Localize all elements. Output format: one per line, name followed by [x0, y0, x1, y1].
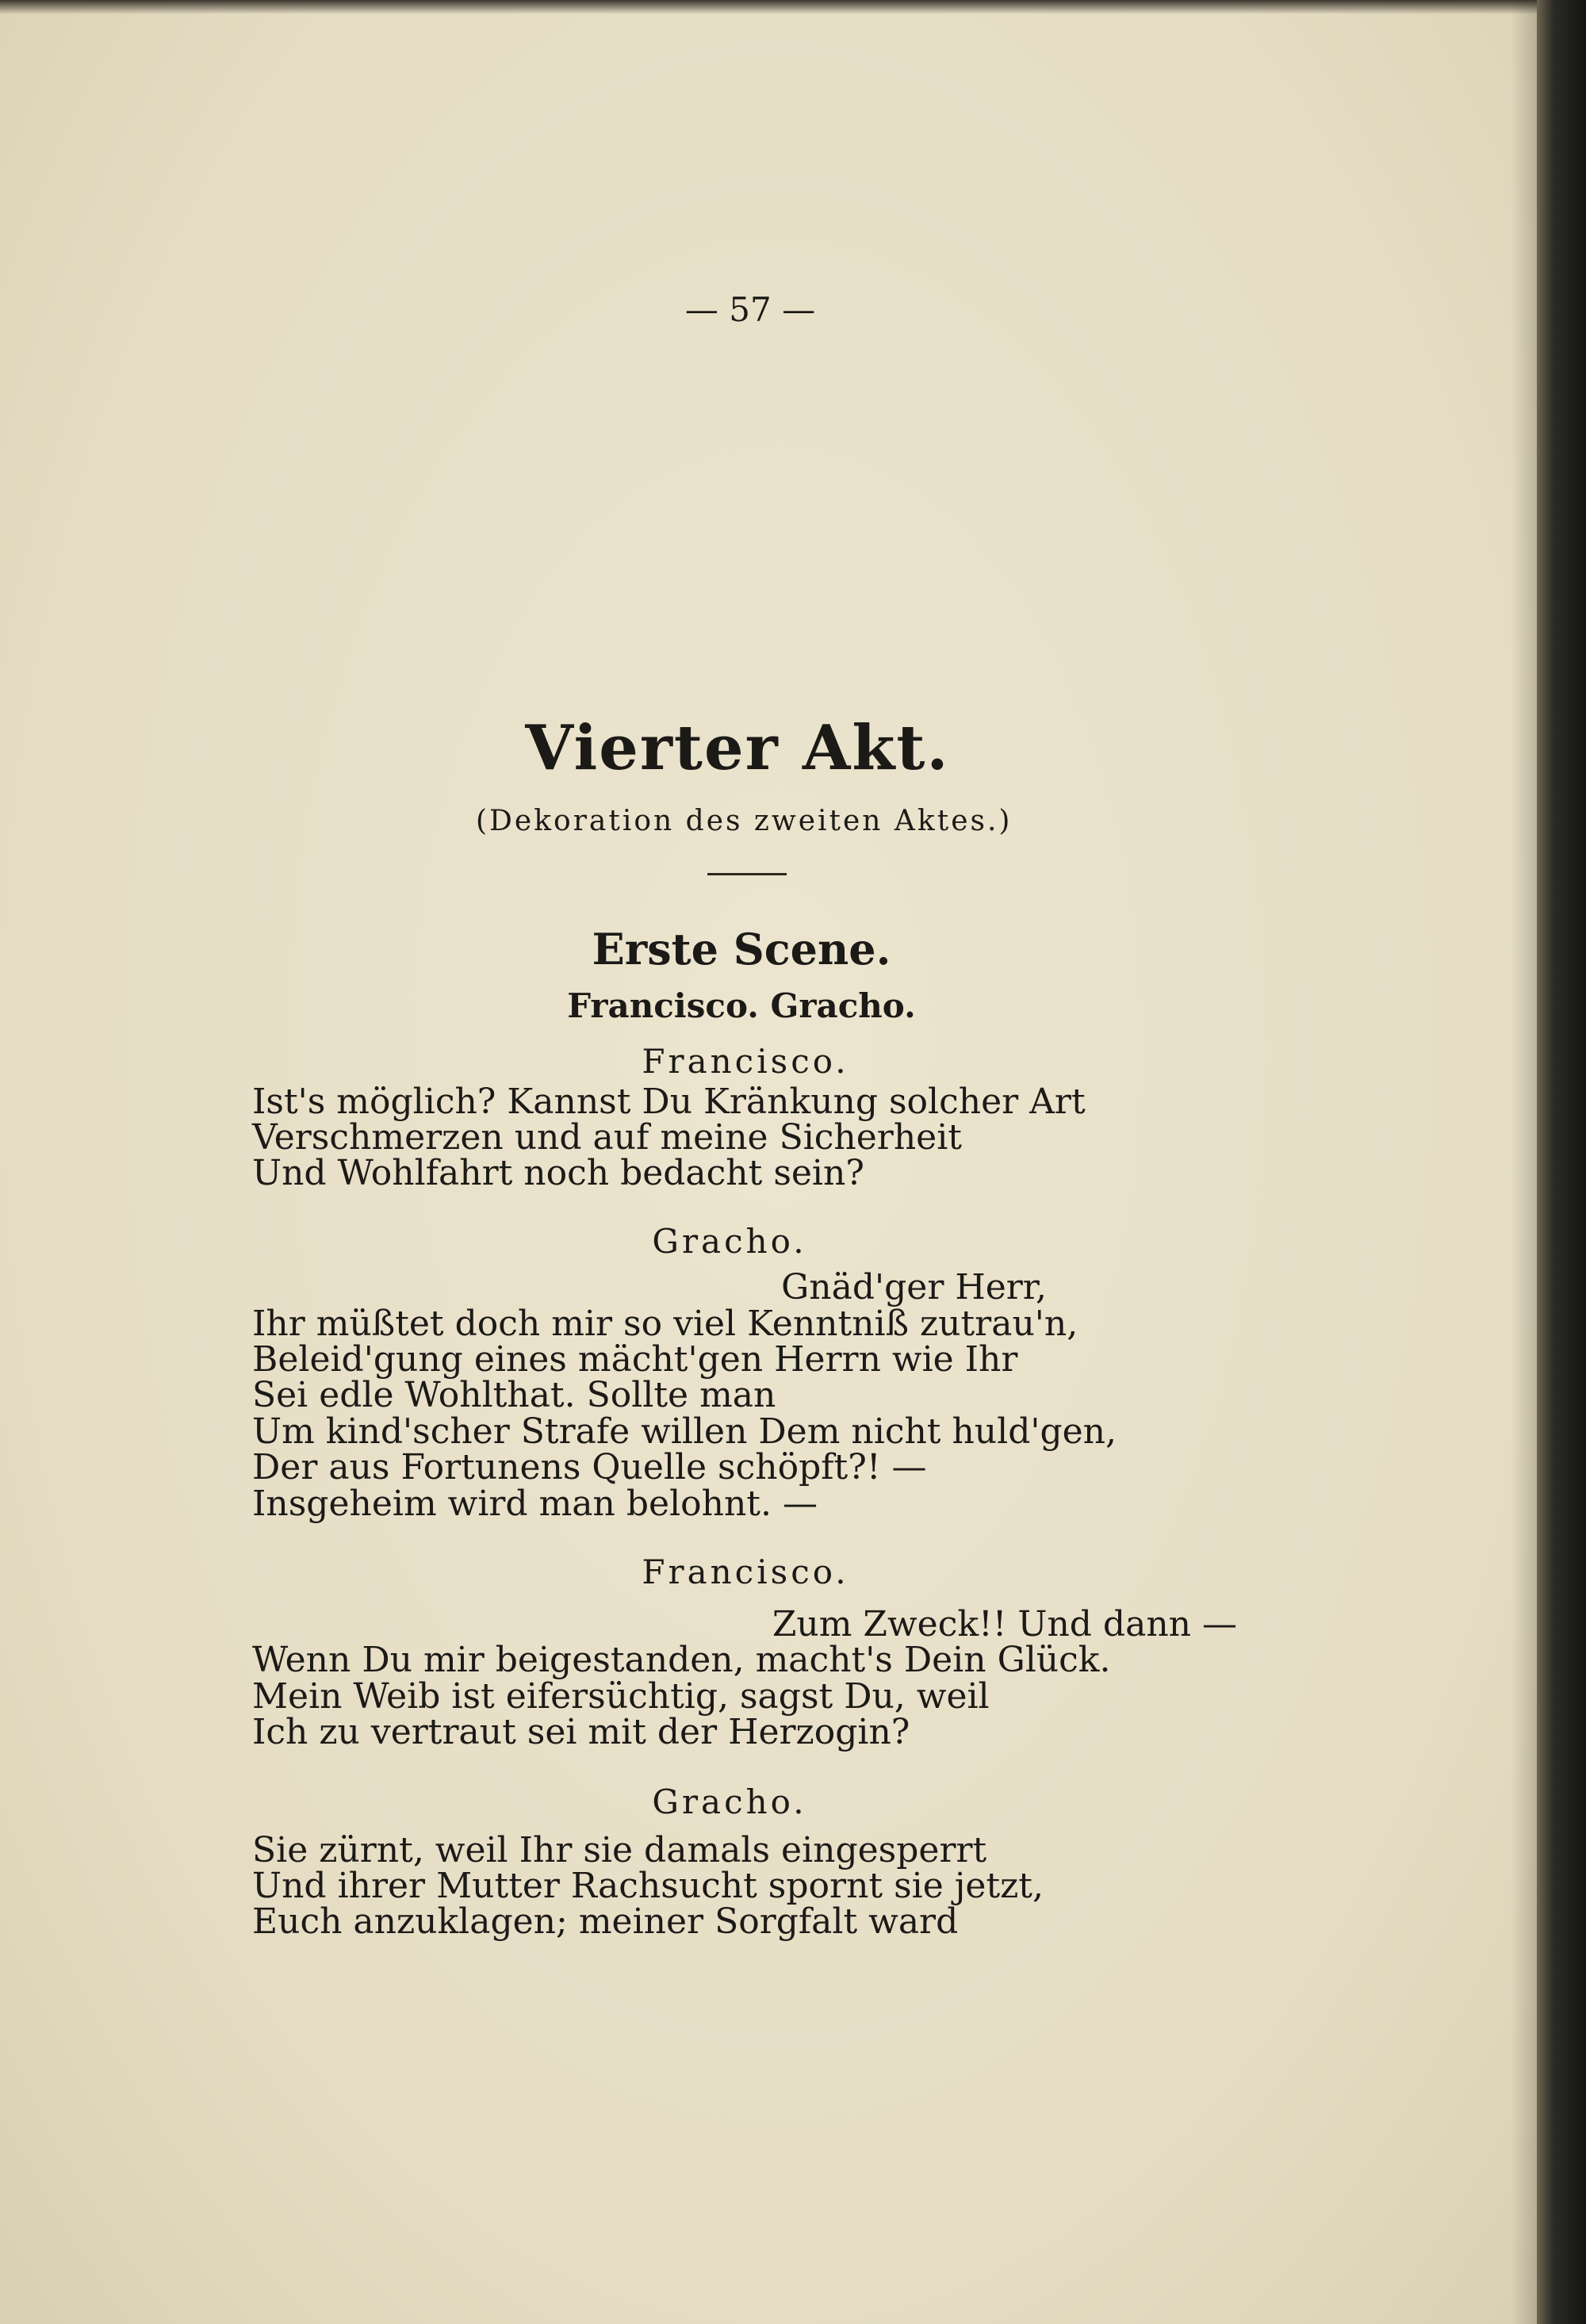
scene-title: Erste Scene.: [592, 924, 891, 974]
verse-line: Um kind'scher Strafe willen Dem nicht huld'gen,: [252, 1411, 1117, 1452]
act-title: Vierter Akt.: [525, 712, 950, 784]
verse-line: Ihr müßtet doch mir so viel Kenntniß zutrau'n,: [252, 1304, 1078, 1344]
verse-line: Gnäd'ger Herr,: [781, 1267, 1047, 1307]
verse-line: Insgeheim wird man belohnt. —: [252, 1484, 818, 1524]
book-spine: [1537, 0, 1586, 2324]
verse-line: Sie zürnt, weil Ihr sie damals eingesperrt: [252, 1830, 987, 1870]
verse-line: Sei edle Wohlthat. Sollte man: [252, 1375, 776, 1415]
verse-line: Wenn Du mir beigestanden, macht's Dein Glück.: [252, 1640, 1111, 1680]
verse-line: Euch anzuklagen; meiner Sorgfalt ward: [252, 1901, 959, 1942]
verse-line: Und ihrer Mutter Rachsucht spornt sie jetzt,: [252, 1866, 1044, 1906]
page-number: — 57 —: [684, 290, 816, 329]
speaker-label: Francisco.: [642, 1553, 849, 1591]
verse-line: Beleid'gung eines mächt'gen Herrn wie Ihr: [252, 1339, 1018, 1380]
page-top-shadow: [0, 0, 1554, 14]
speaker-label: Gracho.: [652, 1782, 807, 1821]
verse-line: Verschmerzen und auf meine Sicherheit: [252, 1117, 962, 1158]
page-edge-shadow: [1511, 0, 1538, 2324]
verse-line: Ich zu vertraut sei mit der Herzogin?: [252, 1712, 910, 1752]
scene-characters: Francisco. Gracho.: [567, 986, 916, 1025]
verse-line: Und Wohlfahrt noch bedacht sein?: [252, 1153, 864, 1193]
verse-line: Ist's möglich? Kannst Du Kränkung solcher Art: [252, 1082, 1086, 1122]
verse-line: Der aus Fortunens Quelle schöpft?! —: [252, 1447, 927, 1487]
speaker-label: Francisco.: [642, 1042, 849, 1081]
verse-line: Zum Zweck!! Und dann —: [772, 1604, 1237, 1644]
speaker-label: Gracho.: [652, 1222, 807, 1261]
verse-line: Mein Weib ist eifersüchtig, sagst Du, weil: [252, 1676, 990, 1717]
divider-rule: [707, 873, 787, 875]
decoration-note: (Dekoration des zweiten Aktes.): [476, 805, 1013, 837]
